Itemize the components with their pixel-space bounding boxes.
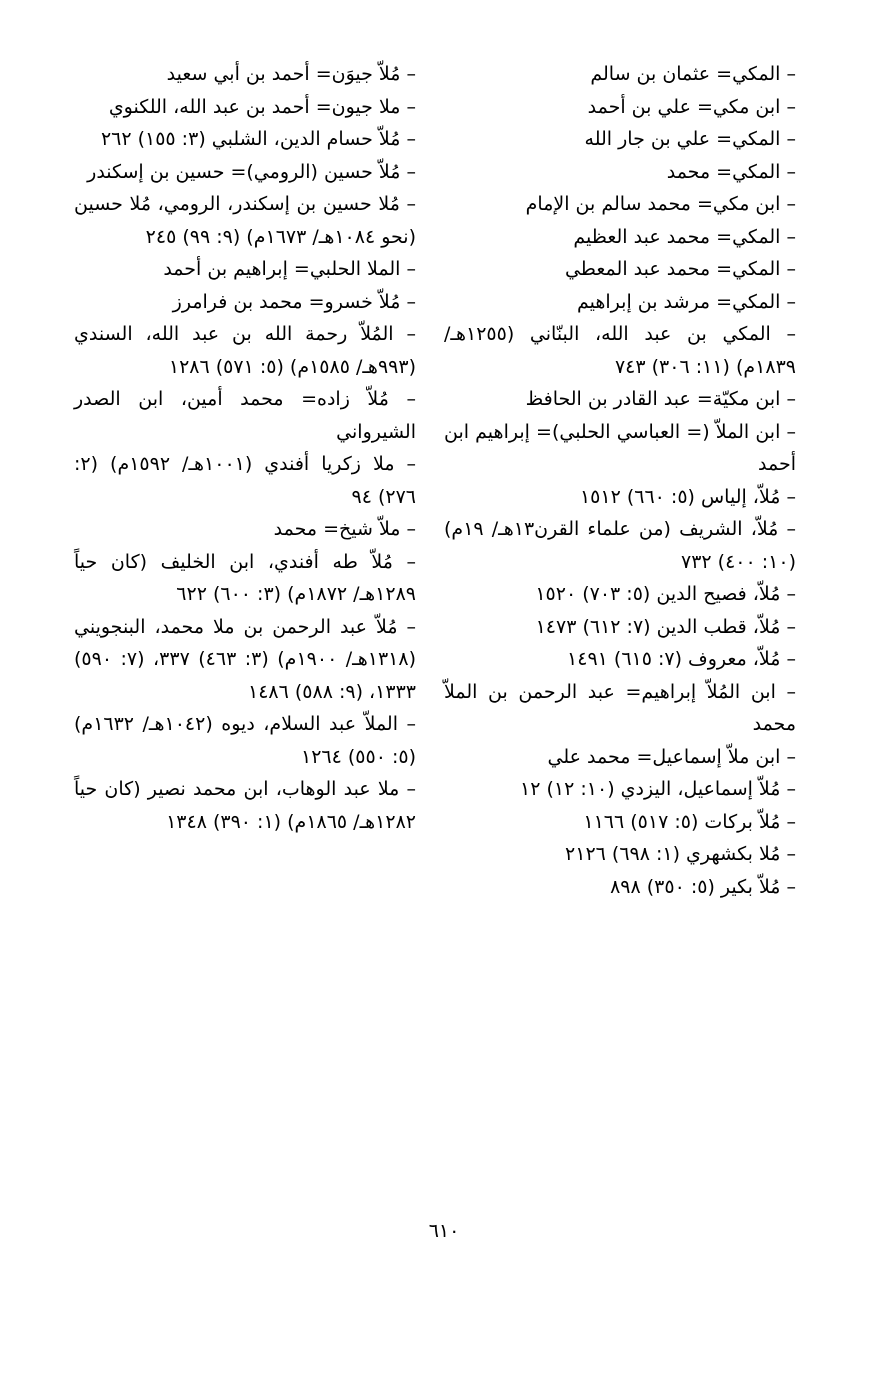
- index-entry: – الملاّ عبد السلام، ديوه (١٠٤٢هـ/ ١٦٣٢م) (٥: ٥٥٠) ١٢٦٤: [74, 713, 416, 768]
- index-entry: – مُلاّ حسين (الرومي)= حسين بن إسكندر: [87, 160, 416, 183]
- index-entry: – مُلاّ، الشريف (من علماء القرن١٣هـ/ ١٩م) (١٠: ٤٠٠) ٧٣٢: [444, 518, 796, 573]
- index-column-right: [444, 58, 796, 903]
- index-entry: – مُلاّ خسرو= محمد بن فرامرز: [172, 290, 416, 313]
- index-entry: – المكي= عثمان بن سالم: [590, 63, 796, 85]
- index-entry: – مُلاّ زاده= محمد أمين، ابن الصدر الشيرواني: [74, 388, 416, 443]
- index-entry: – المكي= مرشد بن إبراهيم: [577, 290, 796, 313]
- index-entry: – ملا عبد الوهاب، ابن محمد نصير (كان حياً ١٢٨٢هـ/ ١٨٦٥م) (١: ٣٩٠) ١٣٤٨: [74, 778, 416, 833]
- page-number: ٦١٠: [428, 1220, 460, 1242]
- index-entry: – ابن الملاّ (= العباسي الحلبي)= إبراهيم ابن أحمد: [444, 420, 796, 475]
- index-entry: – ابن المُلاّ إبراهيم= عبد الرحمن بن الملاّ محمد: [444, 680, 796, 735]
- index-entry: – مُلاّ حسام الدين، الشلبي (٣: ١٥٥) ٢٦٢: [100, 128, 416, 150]
- index-entry: – مُلاّ بكير (٥: ٣٥٠) ٨٩٨: [610, 875, 796, 898]
- index-entry: – ملا جيون= أحمد بن عبد الله، اللكنوي: [108, 95, 416, 118]
- index-entry: – مُلاّ، قطب الدين (٧: ٦١٢) ١٤٧٣: [535, 615, 796, 638]
- index-entry: – ابن مكي= علي بن أحمد: [587, 95, 796, 118]
- index-entry: – المكي= محمد عبد المعطي: [564, 258, 796, 280]
- index-entry: – المكي= محمد: [666, 160, 796, 183]
- index-entry: – المكي= علي بن جار الله: [584, 128, 796, 150]
- index-column-left: [74, 58, 416, 838]
- index-entry: – مُلاّ عبد الرحمن بن ملا محمد، البنجويني (١٣١٨هـ/ ١٩٠٠م) (٣: ٤٦٣) ٣٣٧، (٧: ٥٩٠) ١٣٣٣، (٩: ٥٨٨) ١٤٨٦: [74, 615, 416, 703]
- index-entry: – مُلاّ طه أفندي، ابن الخليف (كان حياً ١٢٨٩هـ/ ١٨٧٢م) (٣: ٦٠٠) ٦٢٢: [74, 550, 416, 605]
- index-entry: – مُلا بكشهري (١: ٦٩٨) ٢١٢٦: [565, 843, 796, 865]
- index-entry: – ملاّ شيخ= محمد: [273, 518, 416, 540]
- index-entry: – مُلاّ إسماعيل، اليزدي (١٠: ١٢) ١٢: [520, 778, 796, 800]
- index-entry: – ابن مكيّة= عبد القادر بن الحافظ: [525, 388, 796, 410]
- index-entry: – مُلاّ، معروف (٧: ٦١٥) ١٤٩١: [567, 648, 796, 670]
- index-entry: – مُلا حسين بن إسكندر، الرومي، مُلا حسين (نحو ١٠٨٤هـ/ ١٦٧٣م) (٩: ٩٩) ٢٤٥: [74, 193, 416, 248]
- index-entry: – مُلاّ، فصيح الدين (٥: ٧٠٣) ١٥٢٠: [535, 583, 796, 605]
- index-entry: – ابن مكي= محمد سالم بن الإمام: [525, 193, 796, 215]
- index-entry: – مُلاّ جيوَن= أحمد بن أبي سعيد: [166, 63, 416, 85]
- index-entry: – ملا زكريا أفندي (١٠٠١هـ/ ١٥٩٢م) (٢: ٢٧٦) ٩٤: [74, 453, 416, 508]
- index-entry: – الملا الحلبي= إبراهيم بن أحمد: [163, 258, 416, 280]
- index-entry: – ابن ملاّ إسماعيل= محمد علي: [547, 745, 796, 768]
- index-entry: – مُلاّ بركات (٥: ٥١٧) ١١٦٦: [583, 810, 796, 833]
- index-entry: – المكي بن عبد الله، البنّاني (١٢٥٥هـ/ ١٨٣٩م) (١١: ٣٠٦) ٧٤٣: [444, 323, 796, 378]
- index-entry: – المكي= محمد عبد العظيم: [573, 225, 796, 248]
- index-entry: – مُلاّ، إلياس (٥: ٦٦٠) ١٥١٢: [579, 485, 796, 508]
- index-entry: – المُلاّ رحمة الله بن عبد الله، السندي (٩٩٣هـ/ ١٥٨٥م) (٥: ٥٧١) ١٢٨٦: [74, 323, 416, 378]
